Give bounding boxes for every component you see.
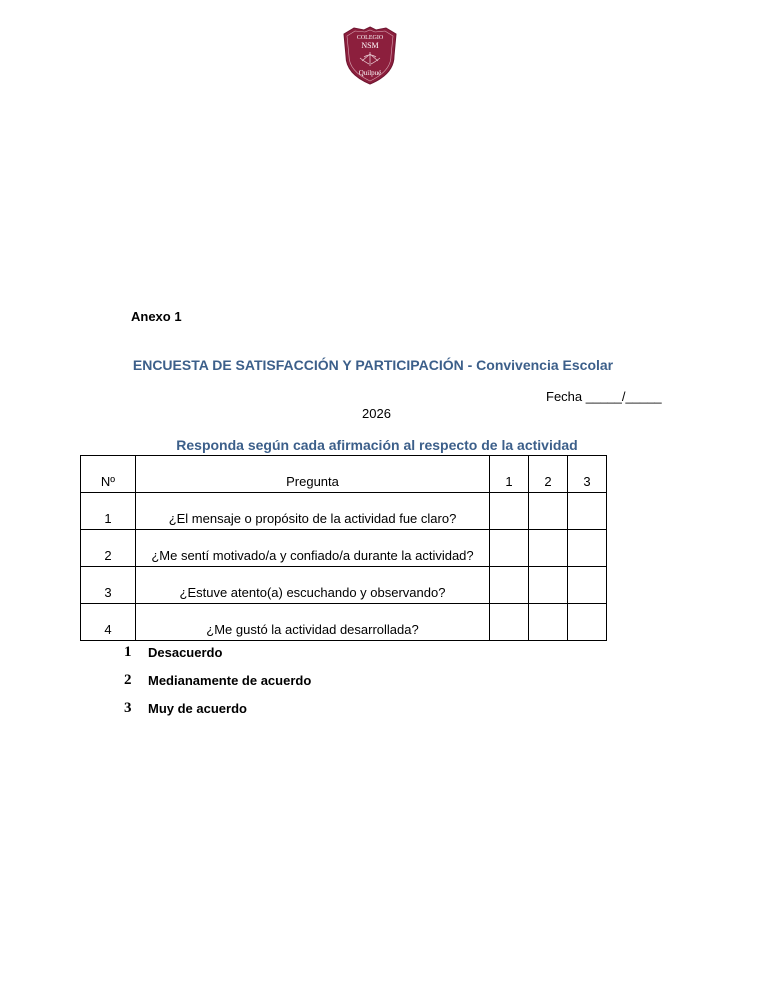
row-number: 2 — [81, 530, 136, 567]
score-cell-1[interactable] — [490, 604, 529, 641]
legend-item — [124, 670, 311, 690]
row-number: 1 — [81, 493, 136, 530]
table-row — [81, 567, 607, 604]
legend-item — [124, 698, 247, 718]
header-question: Pregunta — [136, 456, 490, 493]
score-cell-1[interactable] — [490, 567, 529, 604]
legend-label: Medianamente de acuerdo — [148, 672, 312, 688]
score-cell-2[interactable] — [529, 567, 568, 604]
score-cell-2[interactable] — [529, 493, 568, 530]
survey-title: ENCUESTA DE SATISFACCIÓN Y PARTICIPACIÓN - Convivencia Escolar — [132, 357, 614, 373]
header-score-2: 2 — [529, 456, 568, 493]
svg-text:COLEGIO: COLEGIO — [356, 35, 384, 41]
header-score-1: 1 — [490, 456, 529, 493]
score-cell-2[interactable] — [529, 604, 568, 641]
score-cell-3[interactable] — [568, 604, 607, 641]
table-row — [81, 493, 607, 530]
header-score-3: 3 — [568, 456, 607, 493]
row-question: ¿Me sentí motivado/a y confiado/a durante la actividad? — [136, 530, 490, 567]
school-crest-logo — [342, 26, 398, 86]
table-row — [81, 604, 607, 641]
row-number: 3 — [81, 567, 136, 604]
score-cell-3[interactable] — [568, 567, 607, 604]
score-cell-3[interactable] — [568, 530, 607, 567]
row-question: ¿Estuve atento(a) escuchando y observando? — [136, 567, 490, 604]
legend-label: Desacuerdo — [148, 644, 223, 660]
score-cell-1[interactable] — [490, 493, 529, 530]
score-cell-1[interactable] — [490, 530, 529, 567]
header-number: Nº — [81, 456, 136, 493]
score-cell-2[interactable] — [529, 530, 568, 567]
svg-text:NSM: NSM — [361, 41, 379, 50]
row-question: ¿El mensaje o propósito de la actividad fue claro? — [136, 493, 490, 530]
legend-item — [124, 642, 222, 662]
legend-number: 3 — [124, 699, 132, 716]
survey-table — [80, 455, 607, 641]
table-row — [81, 530, 607, 567]
legend-number: 1 — [124, 643, 132, 660]
legend-number: 2 — [124, 671, 132, 688]
legend-label: Muy de acuerdo — [148, 700, 247, 716]
svg-text:Quilpué: Quilpué — [358, 69, 382, 77]
table-header-row — [81, 456, 607, 493]
row-number: 4 — [81, 604, 136, 641]
score-cell-3[interactable] — [568, 493, 607, 530]
row-question: ¿Me gustó la actividad desarrollada? — [136, 604, 490, 641]
date-field: Fecha _____/_____ — [546, 389, 662, 404]
instructions-text: Responda según cada afirmación al respecto de la actividad — [176, 437, 578, 453]
annex-label: Anexo 1 — [131, 309, 182, 324]
year-text: 2026 — [362, 406, 391, 421]
